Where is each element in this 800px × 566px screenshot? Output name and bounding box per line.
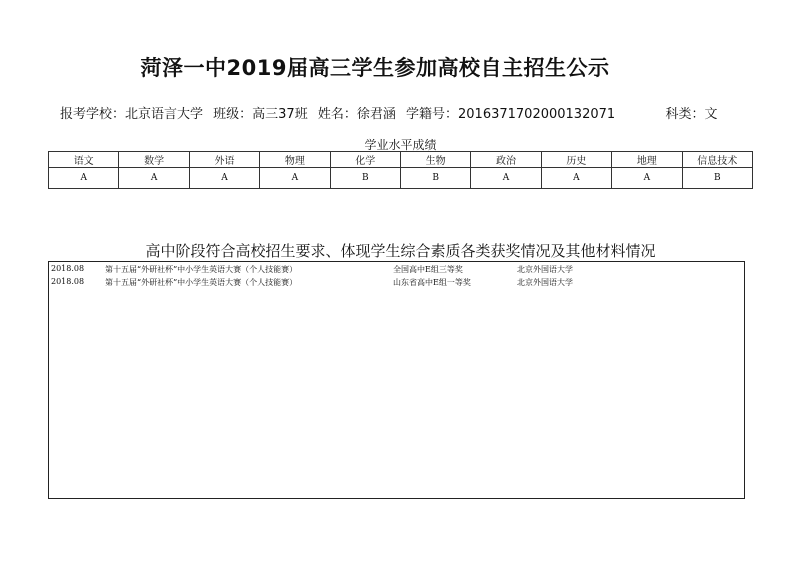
grade-header: 生物 xyxy=(400,152,470,168)
info-name: 姓名：徐君涵 xyxy=(317,107,396,122)
info-student-id: 学籍号：2016371702000132071 xyxy=(406,107,616,122)
grade-header: 语文 xyxy=(49,152,119,168)
grade-header: 数学 xyxy=(119,152,189,168)
page-title: 菏泽一中2019届高三学生参加高校自主招生公示 xyxy=(140,56,610,80)
grades-table xyxy=(48,151,753,189)
grade-value: B xyxy=(330,168,400,189)
grade-value: A xyxy=(189,168,259,189)
grade-header: 物理 xyxy=(260,152,330,168)
grade-value: A xyxy=(119,168,189,189)
grade-value: A xyxy=(260,168,330,189)
award-level: 全国高中E组三等奖 xyxy=(393,265,463,274)
grade-header: 信息技术 xyxy=(682,152,752,168)
award-name: 第十五届“外研社杯”中小学生英语大赛（个人技能赛） xyxy=(105,265,298,274)
info-school: 报考学校：北京语言大学 xyxy=(60,107,204,122)
grade-header: 化学 xyxy=(330,152,400,168)
grade-header: 外语 xyxy=(189,152,259,168)
grade-header: 历史 xyxy=(541,152,611,168)
grades-caption: 学业水平成绩 xyxy=(364,138,437,152)
info-class: 班级：高三37班 xyxy=(213,107,308,122)
award-name: 第十五届“外研社杯”中小学生英语大赛（个人技能赛） xyxy=(105,278,298,287)
student-info-line xyxy=(60,103,750,123)
grade-value: B xyxy=(400,168,470,189)
grade-header: 政治 xyxy=(471,152,541,168)
award-level: 山东省高中E组一等奖 xyxy=(393,278,471,287)
grades-value-row xyxy=(49,168,753,189)
info-subject: 科类：文 xyxy=(665,107,718,122)
grades-header-row xyxy=(49,152,753,168)
award-organizer: 北京外国语大学 xyxy=(517,265,573,274)
grade-value: A xyxy=(612,168,682,189)
grade-value: A xyxy=(471,168,541,189)
grade-value: A xyxy=(541,168,611,189)
award-date: 2018.08 xyxy=(51,264,85,273)
grade-value: A xyxy=(49,168,119,189)
awards-box xyxy=(48,261,745,499)
award-organizer: 北京外国语大学 xyxy=(517,278,573,287)
awards-caption: 高中阶段符合高校招生要求、体现学生综合素质各类获奖情况及其他材料情况 xyxy=(145,242,656,260)
grade-header: 地理 xyxy=(612,152,682,168)
grade-value: B xyxy=(682,168,752,189)
award-date: 2018.08 xyxy=(51,277,85,286)
